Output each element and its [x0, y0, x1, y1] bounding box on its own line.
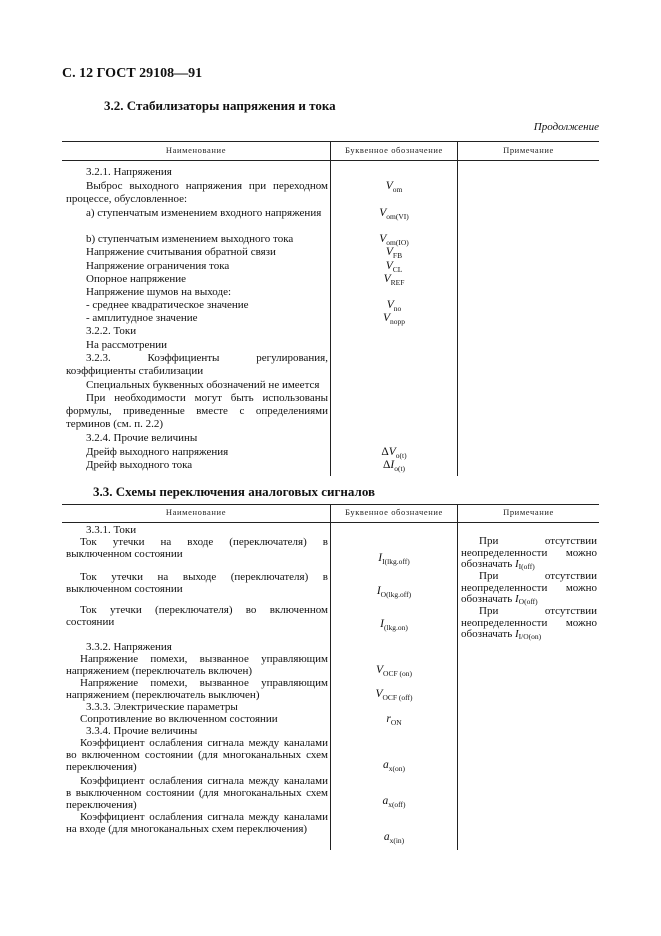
- table-row: Напряжение шумов на выходе:: [86, 286, 232, 298]
- table-row: 3.2.4. Прочие величины: [86, 432, 198, 444]
- section-title-3-2: 3.2. Стабилизаторы напряжения и тока: [104, 98, 336, 113]
- symbol-cell: $\Delta V_{o(t)}$: [381, 446, 407, 460]
- symbol-cell: $V_{CL}$: [385, 260, 403, 274]
- table-row: 3.3.3. Электрические параметры: [86, 701, 238, 713]
- table-row: Выброс выходного напряжения при переходном процессе, обусловленное:: [66, 180, 328, 205]
- table-row: Сопротивление во включенном состоянии: [80, 713, 278, 725]
- symbol-cell: $V_{OCF (on)}$: [376, 664, 412, 678]
- table-row: 3.3.4. Прочие величины: [86, 725, 198, 737]
- symbol-cell: $V_{om(VI)}$: [379, 207, 409, 221]
- table-row: а) ступенчатым изменением входного напряжения: [86, 207, 322, 219]
- table-row: 3.3.2. Напряжения: [86, 641, 172, 653]
- table-row: Коэффициент ослабления сигнала между каналами в выключенном состоянии (для многоканальных схем переключения): [66, 775, 328, 811]
- symbol-cell: $I_{O(lkg.off)}$: [376, 585, 412, 599]
- table-row: - среднее квадратическое значение: [86, 299, 249, 311]
- symbol-cell: $I_{(lkg.on)}$: [380, 618, 408, 632]
- table-row: Напряжение считывания обратной связи: [86, 246, 276, 258]
- column-header-name: Наименование: [165, 145, 227, 155]
- table-row: Опорное напряжение: [86, 273, 187, 285]
- table-row: При необходимости могут быть использованы формулы, приведенные вместе с определениями терминов (см. п. 2.2): [66, 392, 328, 430]
- column-header-note: Примечание: [503, 145, 554, 155]
- symbol-cell: $\Delta I_{o(t)}$: [382, 459, 406, 473]
- table-row: Дрейф выходного напряжения: [86, 446, 229, 458]
- symbol-cell: $V_{REF}$: [383, 273, 405, 287]
- column-divider: [330, 504, 331, 850]
- symbol-cell: $r_{ON}$: [386, 713, 402, 727]
- symbol-cell: $V_{OCF (off)}$: [375, 688, 413, 702]
- table-row: b) ступенчатым изменением выходного тока: [86, 233, 294, 245]
- column-header-note: Примечание: [503, 507, 554, 517]
- column-divider: [330, 141, 331, 476]
- note-cell: При отсутствии неопределенности можно обозначать $I_{O(off)}$: [461, 570, 597, 606]
- symbol-cell: $V_{om}$: [385, 180, 403, 194]
- column-divider: [457, 504, 458, 850]
- column-header-symbol: Буквенное обозначение: [345, 507, 443, 517]
- note-cell: При отсутствии неопределенности можно обозначать $I_{I(off)}$: [461, 535, 597, 571]
- column-header-symbol: Буквенное обозначение: [345, 145, 443, 155]
- symbol-cell: $V_{nopp}$: [382, 312, 406, 326]
- symbol-cell: $V_{om(IO)}$: [379, 233, 409, 247]
- symbol-cell: $a_{x(off)}$: [382, 795, 406, 809]
- continued-label: Продолжение: [533, 121, 599, 133]
- table-row: Ток утечки (переключателя) во включенном состоянии: [66, 604, 328, 628]
- table-row: Специальных буквенных обозначений не имеется: [86, 379, 320, 391]
- table-row: 3.3.1. Токи: [86, 524, 137, 536]
- note-cell: При отсутствии неопределенности можно обозначать $I_{I/O(on)}$: [461, 605, 597, 641]
- symbol-cell: $a_{x(on)}$: [383, 759, 405, 773]
- symbol-cell: $V_{no}$: [386, 299, 402, 313]
- table-row: 3.2.1. Напряжения: [86, 166, 172, 178]
- page-header: С. 12 ГОСТ 29108—91: [62, 66, 203, 81]
- symbol-cell: $V_{FB}$: [385, 246, 403, 260]
- symbol-cell: $I_{I(lkg.off)}$: [378, 552, 410, 566]
- section-title-3-3: 3.3. Схемы переключения аналоговых сигналов: [93, 484, 376, 499]
- table-row: Коэффициент ослабления сигнала между каналами во включенном состоянии (для многоканальных схем переключения): [66, 737, 328, 773]
- table-row: Напряжение помехи, вызванное управляющим напряжением (переключатель включен): [66, 653, 328, 677]
- column-header-name: Наименование: [165, 507, 227, 517]
- symbol-cell: $a_{x(in)}$: [383, 831, 405, 845]
- table-row: Ток утечки на входе (переключателя) в выключенном состоянии: [66, 536, 328, 560]
- table-row: Дрейф выходного тока: [86, 459, 193, 471]
- column-divider: [457, 141, 458, 476]
- table-row: 3.2.3. Коэффициенты регулирования, коэффициенты стабилизации: [66, 352, 328, 377]
- table-row: Напряжение ограничения тока: [86, 260, 230, 272]
- table-row: - амплитудное значение: [86, 312, 198, 324]
- table-row: 3.2.2. Токи: [86, 325, 137, 337]
- table-row: Напряжение помехи, вызванное управляющим напряжением (переключатель выключен): [66, 677, 328, 701]
- table-row: На рассмотрении: [86, 339, 168, 351]
- table-row: Ток утечки на выходе (переключателя) в выключенном состоянии: [66, 571, 328, 595]
- table-row: Коэффициент ослабления сигнала между каналами на входе (для многоканальных схем переключения): [66, 811, 328, 835]
